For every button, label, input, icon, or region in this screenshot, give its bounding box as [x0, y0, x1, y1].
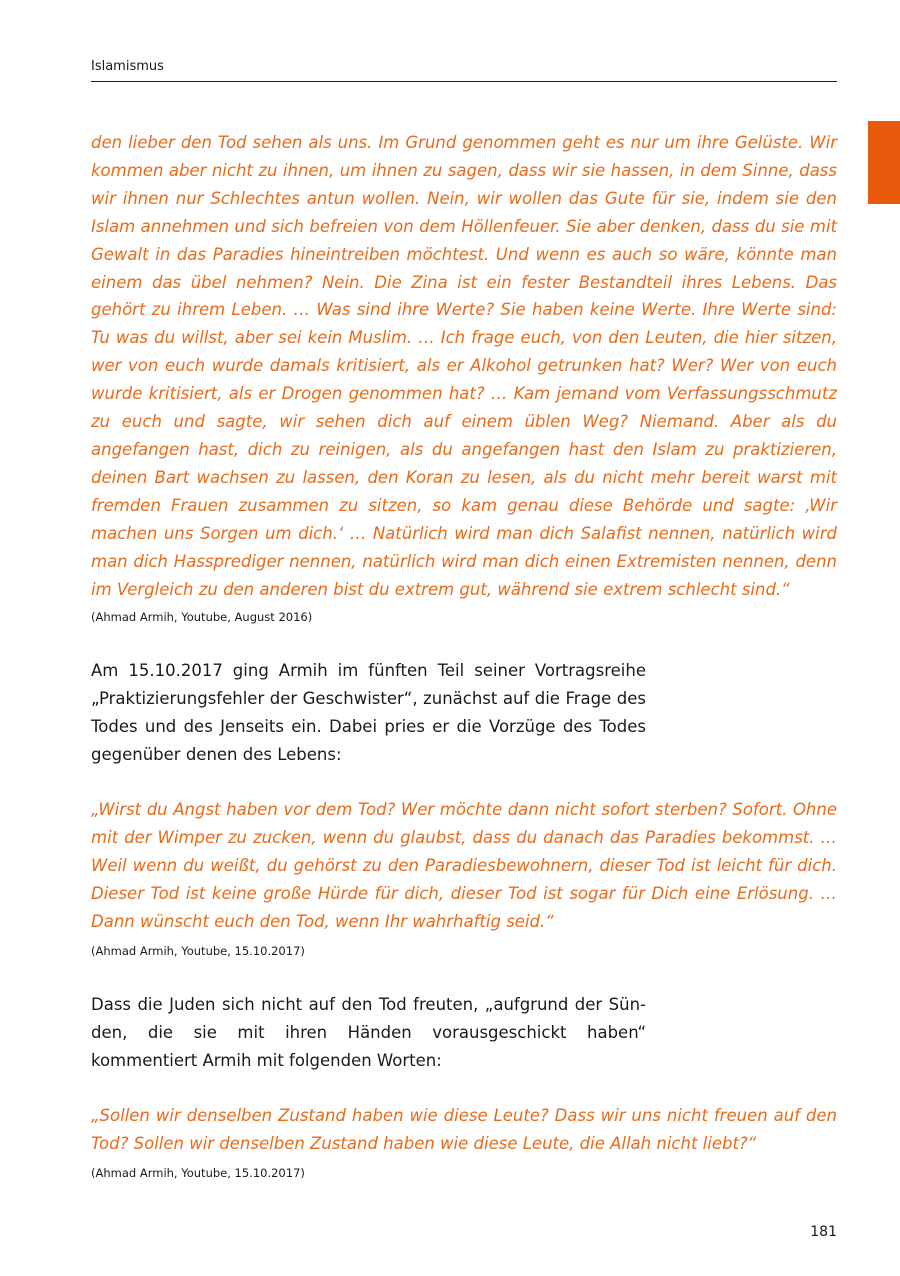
- running-header: [91, 58, 837, 82]
- quote-block-3: „Sollen wir denselben Zustand haben wie diese Leute? Dass wir uns nicht freuen auf den Tod? Sollen wir denselben Zustand haben wie diese Leute, die Allah nicht liebt?“: [91, 1106, 837, 1153]
- chapter-marker-tab: [868, 121, 900, 204]
- quote-source-2: (Ahmad Armih, Youtube, 15.10.2017): [91, 944, 305, 958]
- body-paragraph-2: Dass die Juden sich nicht auf den Tod freuten, „aufgrund der Sünden, die sie mit ihren Händen vorausgeschickt haben“ kommentiert Armih mit folgenden Worten:: [91, 995, 646, 1070]
- body-paragraph-1: Am 15.10.2017 ging Armih im fünften Teil seiner Vortragsreihe „Praktizierungsfehler der Geschwister“, zunächst auf die Frage des Todes und des Jenseits ein. Dabei pries er die Vorzüge des Todes gegenüber denen des Lebens:: [91, 661, 646, 764]
- running-header-title: Islamismus: [91, 59, 164, 74]
- quote-block-1: den lieber den Tod sehen als uns. Im Grund genommen geht es nur um ihre Gelüste. Wir kommen aber nicht zu ihnen, um ihnen zu sagen, dass wir sie hassen, in dem Sinne, dass wir ihnen nur Schlechtes antun wollen. Nein, wir wollen das Gute für sie, indem sie den Islam annehmen und sich befreien von dem Höllenfeuer. Sie aber denken, dass du sie mit Gewalt in das Paradies hineintreiben möchtest. Und wenn es auch so wäre, könnte man einem das übel nehmen? Nein. Die Zina ist ein fester Bestandteil ihres Lebens. Das gehört zu ihrem Leben. … Was sind ihre Werte? Sie haben keine Werte. Ihre Werte sind: Tu was du willst, aber sei kein Muslim. … Ich frage euch, von den Leuten, die hier sitzen, wer von euch wurde damals kritisiert, als er Alkohol getrunken hat? Wer? Wer von euch wurde kritisiert, als er Drogen genommen hat? … Kam jemand vom Verfassungsschmutz zu euch und sagte, wir sehen dich auf einem üblen Weg? Niemand. Aber als du angefangen hast, dich zu reinigen, als du angefangen hast den Islam zu praktizieren, deinen Bart wachsen zu lassen, den Koran zu lesen, als du nicht mehr bereit warst mit fremden Frauen zusammen zu sitzen, so kam genau diese Behörde und sagte: ‚Wir machen uns Sorgen um dich.‘ … Natürlich wird man dich Salafist nennen, natürlich wird man dich Hassprediger nennen, natürlich wird man dich einen Extremisten nennen, denn im Vergleich zu den anderen bist du extrem gut, während sie extrem schlecht sind.“: [91, 133, 837, 599]
- quote-source-1: (Ahmad Armih, Youtube, August 2016): [91, 610, 313, 624]
- quote-block-2: „Wirst du Angst haben vor dem Tod? Wer möchte dann nicht sofort sterben? Sofort. Ohne mit der Wimper zu zucken, wenn du glaubst, dass du danach das Paradies bekommst. … Weil wenn du weißt, du gehörst zu den Paradiesbewohnern, dieser Tod ist leicht für dich. Dieser Tod ist keine große Hürde für dich, dieser Tod ist sogar für Dich eine Erlösung. … Dann wünscht euch den Tod, wenn Ihr wahrhaftig seid.“: [91, 800, 837, 931]
- page-number: 181: [810, 1224, 837, 1240]
- quote-source-3: (Ahmad Armih, Youtube, 15.10.2017): [91, 1166, 305, 1180]
